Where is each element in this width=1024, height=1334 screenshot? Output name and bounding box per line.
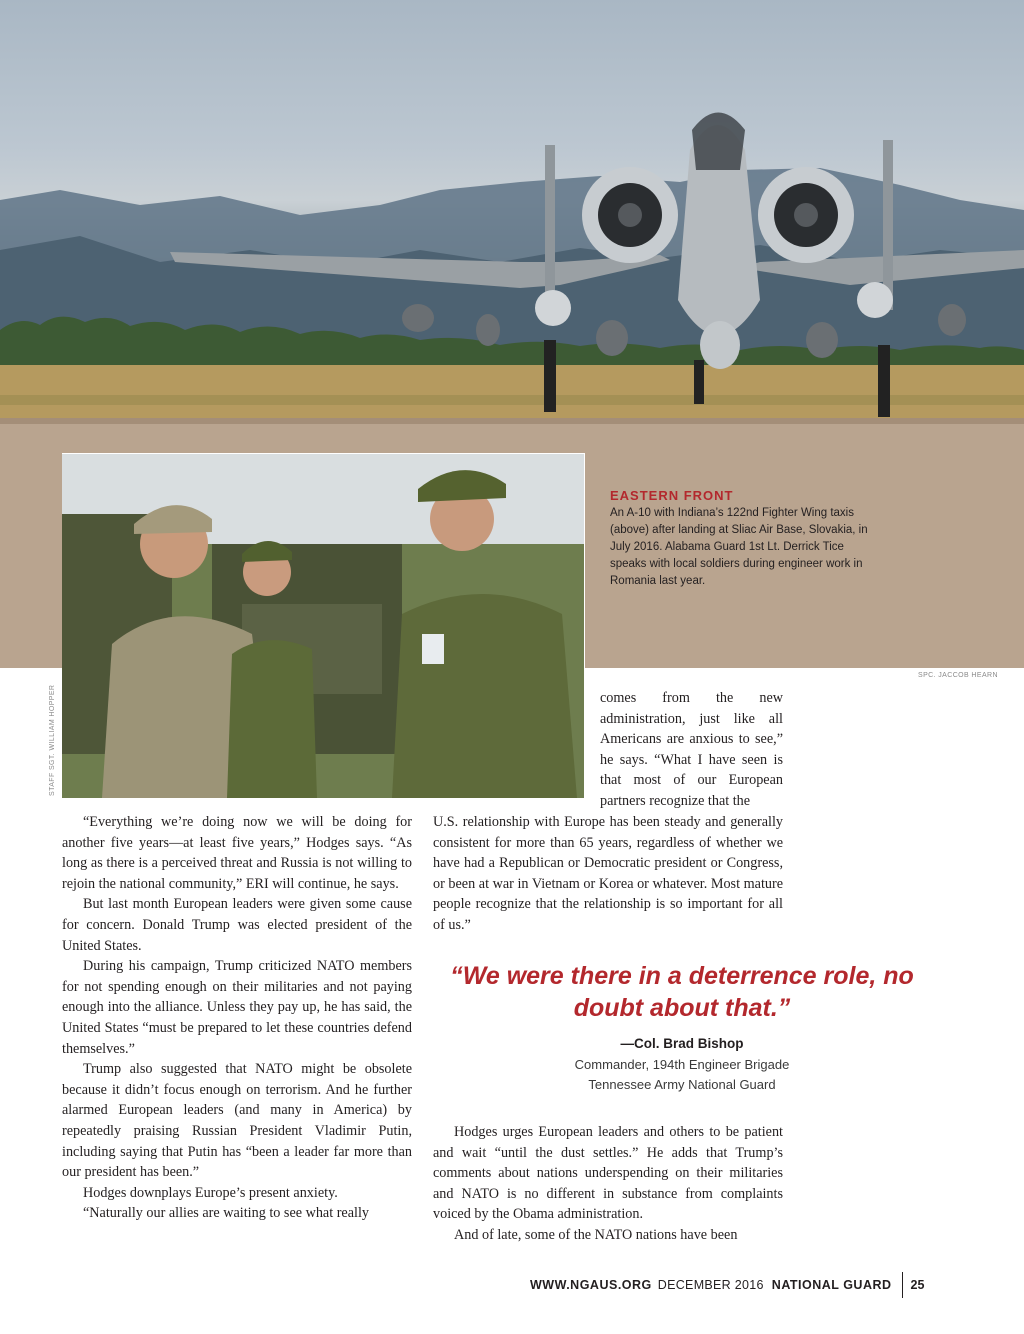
paragraph: comes from the new administration, just like all Americans are anxious to see,” he says. “What I have seen is that most of our European partners recognize that the bbox=[600, 690, 783, 809]
paragraph: U.S. relationship with Europe has been steady and generally consistent for more than 65 years, regardless of whether we have had a Republican or Democratic president or Congress, or been at war in Vietnam or Korea or whatever. Most mature people recognize that the relationship is so important for all of us.” bbox=[433, 814, 783, 933]
pull-quote-text: “We were there in a deterrence role, no doubt about that.” bbox=[450, 962, 914, 1022]
article-column-right-narrow bbox=[600, 688, 783, 812]
footer-date: DECEMBER 2016 bbox=[657, 1278, 764, 1292]
photo-credit-top: SPC. JACCOB HEARN bbox=[918, 672, 998, 679]
article-column-left bbox=[62, 812, 412, 1224]
article-column-right-bottom bbox=[433, 1122, 783, 1246]
pull-quote-role-line2: Tennessee Army National Guard bbox=[588, 1077, 776, 1092]
article-column-right-top bbox=[433, 812, 783, 936]
photo-caption bbox=[610, 488, 880, 590]
caption-title: EASTERN FRONT bbox=[610, 488, 734, 503]
pull-quote bbox=[440, 960, 924, 1095]
footer-url: WWW.NGAUS.ORG bbox=[530, 1278, 652, 1292]
pull-quote-attribution: —Col. Brad Bishop bbox=[620, 1036, 744, 1051]
paragraph: “Everything we’re doing now we will be doing for another five years—at least five years,” Hodges says. “As long as there is a perceived threat and Russia is not willing to rejoin the national community,” ERI will continue, he says. bbox=[62, 814, 412, 892]
paragraph: But last month European leaders were given some cause for concern. Donald Trump was elected president of the United States. bbox=[62, 896, 412, 954]
caption-text: An A-10 with Indiana’s 122nd Fighter Wing taxis (above) after landing at Sliac Air Base, Slovakia, in July 2016. Alabama Guard 1st Lt. Derrick Tice speaks with local soldiers during engineer work in Romania last year. bbox=[610, 507, 868, 587]
paragraph: Hodges downplays Europe’s present anxiety. bbox=[83, 1184, 338, 1201]
footer-divider bbox=[902, 1272, 903, 1298]
paragraph: And of late, some of the NATO nations have been bbox=[454, 1226, 738, 1243]
photo-credit-inset: STAFF SGT. WILLIAM HOPPER bbox=[49, 684, 56, 796]
page-footer bbox=[530, 1275, 924, 1295]
pull-quote-role-line1: Commander, 194th Engineer Brigade bbox=[574, 1057, 790, 1072]
paragraph: Hodges urges European leaders and others to be patient and wait “until the dust settles.” He adds that Trump’s comments about nations underspending on their militaries and NATO is no different in substance from complaints voiced by the Obama administration. bbox=[433, 1124, 783, 1223]
paragraph: Trump also suggested that NATO might be obsolete because it didn’t focus enough on terrorism. And he further alarmed European leaders (and many in America) by repeatedly praising Russian President Vladimir Putin, including saying that Putin has “been a leader far more than our president has been.” bbox=[62, 1061, 412, 1181]
paragraph: During his campaign, Trump criticized NATO members for not spending enough on their militaries and not paying enough into the alliance. Unless they pay up, he has said, the United States “must be prepared to let these countries defend themselves.” bbox=[62, 958, 412, 1057]
footer-magazine-name: NATIONAL GUARD bbox=[771, 1278, 892, 1292]
soldiers-illustration bbox=[62, 454, 584, 798]
inset-photo-soldiers bbox=[62, 453, 585, 798]
page-number: 25 bbox=[910, 1278, 925, 1292]
paragraph: “Naturally our allies are waiting to see what really bbox=[83, 1205, 370, 1222]
pull-quote-role bbox=[440, 1055, 924, 1095]
